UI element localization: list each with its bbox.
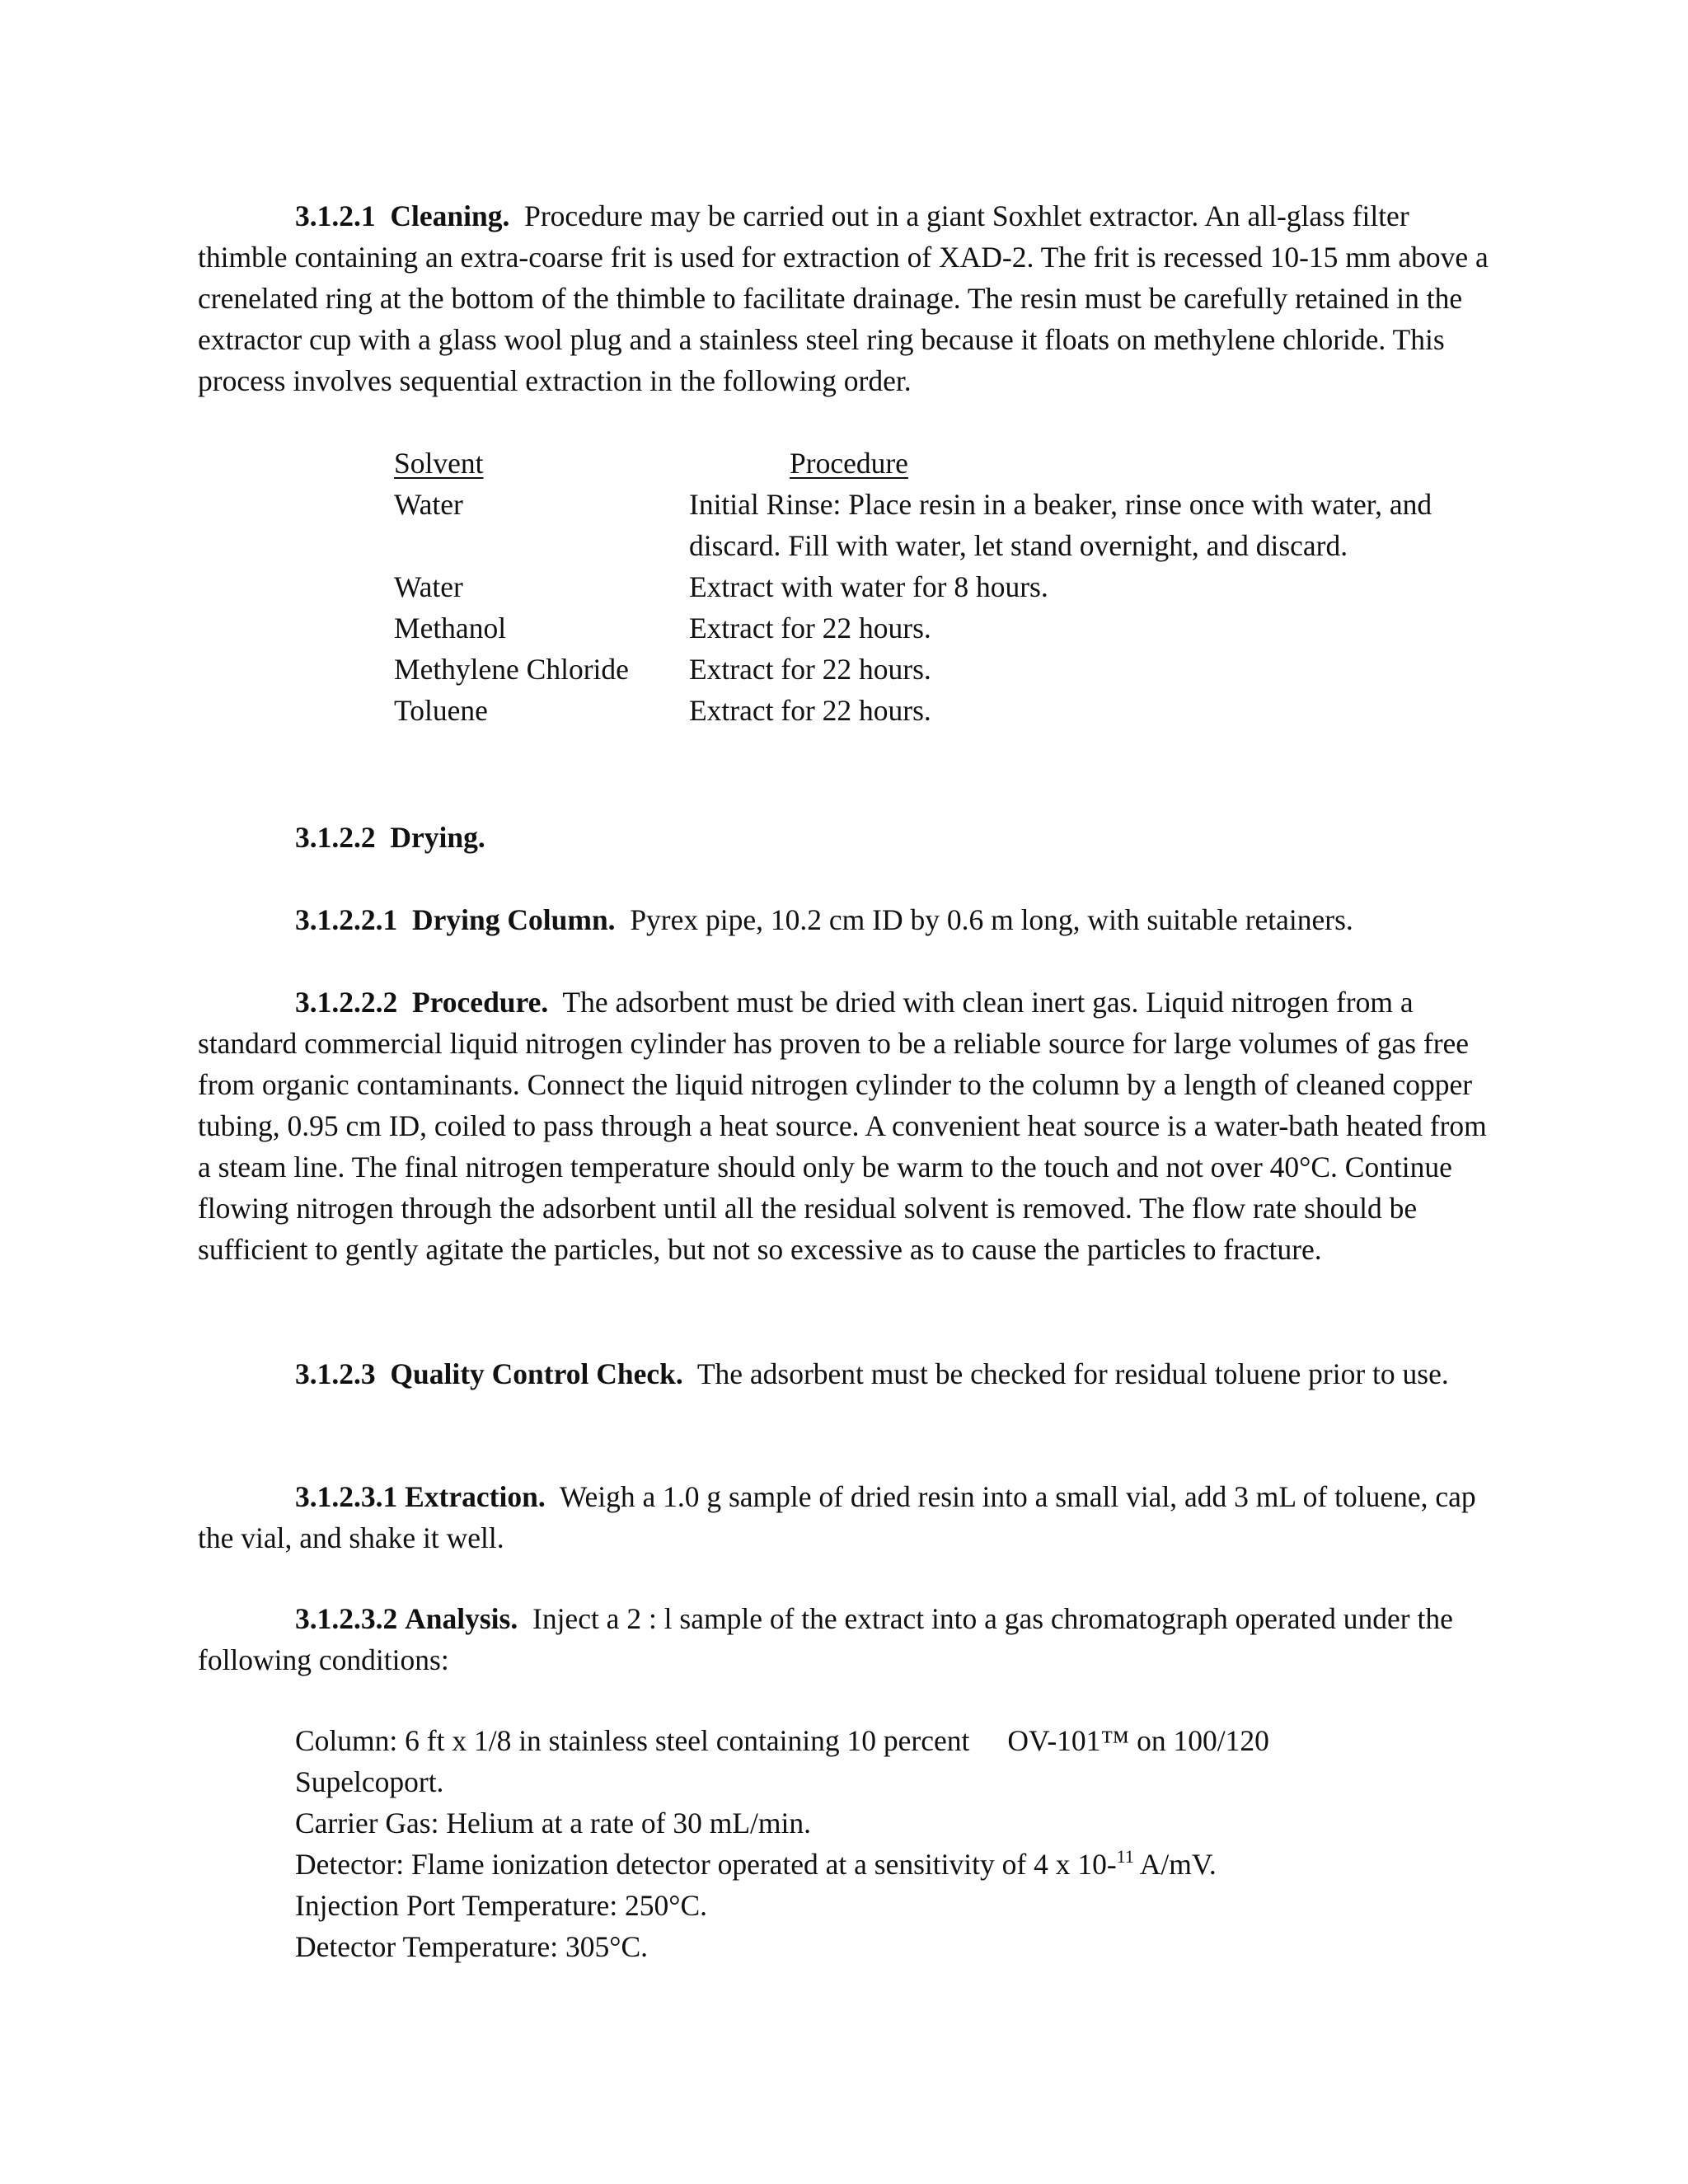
table-row [394,649,1515,690]
section-title: Drying Column. [412,903,616,936]
section-title: Drying. [390,821,485,854]
section-number: 3.1.2.2 [295,821,376,854]
procedure-column-header: Procedure [790,447,908,480]
solvent-procedure-table [394,443,1515,731]
section-number: 3.1.2.3.1 [295,1480,398,1513]
procedure-cell: Extract for 22 hours. [689,694,931,727]
section-title: Quality Control Check. [390,1357,683,1390]
solvent-cell: Water [394,570,463,603]
procedure-cell: Initial Rinse: Place resin in a beaker, rinse once with water, and discard. Fill with water, let stand overnight, and discard. [689,488,1432,562]
table-header-row [394,443,1515,484]
section-text: The adsorbent must be checked for residual toluene prior to use. [696,1357,1449,1390]
table-row [394,566,1515,607]
column-condition [295,1720,1490,1761]
section-title: Cleaning. [390,199,510,232]
detector-condition [295,1844,1490,1885]
solvent-cell: Toluene [394,694,488,727]
procedure-cell: Extract for 22 hours. [689,653,931,686]
detector-condition-text: Detector: Flame ionization detector operated at a sensitivity of 4 x 10- [295,1848,1117,1881]
section-text: Pyrex pipe, 10.2 cm ID by 0.6 m long, with suitable retainers. [630,903,1353,936]
section-3-1-2-1-paragraph [198,195,1492,401]
section-3-1-2-2-1-paragraph [295,899,1353,940]
section-text: Inject a 2 : l sample of the extract into a gas chromatograph operated under the following conditions: [198,1602,1453,1676]
section-3-1-2-2-heading [295,817,485,858]
section-title: Procedure. [412,986,549,1019]
section-number: 3.1.2.2.2 [295,986,398,1019]
column-condition-phase: OV-101™ on 100/120 [1007,1724,1269,1757]
table-row [394,690,1515,731]
solvent-cell: Methylene Chloride [394,653,629,686]
section-text: The adsorbent must be dried with clean inert gas. Liquid nitrogen from a standard commercial liquid nitrogen cylinder has proven to be a reliable source for large volumes of gas free from organic contaminants. Connect the liquid nitrogen cylinder to the column by a length of cleaned copper tubing, 0.95 cm ID, coiled to pass through a heat source. A convenient heat source is a water-bath heated from a steam line. The final nitrogen temperature should only be warm to the touch and not over 40°C. Continue flowing nitrogen through the adsorbent until all the residual solvent is removed. The flow rate should be sufficient to gently agitate the particles, but not so excessive as to cause the particles to fracture. [198,986,1487,1266]
table-row [394,484,1515,566]
column-condition-continued: Supelcoport. [295,1765,444,1798]
carrier-gas-condition: Carrier Gas: Helium at a rate of 30 mL/min. [295,1807,811,1840]
section-number: 3.1.2.1 [295,199,376,232]
solvent-cell: Methanol [394,612,507,644]
section-number: 3.1.2.2.1 [295,903,398,936]
section-title: Extraction. [405,1480,546,1513]
detector-exponent: 11 [1116,1846,1134,1867]
procedure-cell: Extract for 22 hours. [689,612,931,644]
section-3-1-2-3-1-paragraph [198,1476,1492,1558]
gc-conditions-list [295,1720,1490,1967]
section-number: 3.1.2.3.2 [295,1602,398,1635]
injection-port-condition: Injection Port Temperature: 250°C. [295,1889,708,1922]
procedure-cell: Extract with water for 8 hours. [689,570,1048,603]
section-3-1-2-3-paragraph [198,1353,1492,1394]
column-condition-text: Column: 6 ft x 1/8 in stainless steel containing 10 percent [295,1724,970,1757]
table-row [394,607,1515,649]
detector-unit: A/mV. [1133,1848,1217,1881]
section-text: Weigh a 1.0 g sample of dried resin into a small vial, add 3 mL of toluene, cap the vial, and shake it well. [198,1480,1476,1554]
section-title: Analysis. [405,1602,518,1635]
section-text: Procedure may be carried out in a giant Soxhlet extractor. An all-glass filter thimble containing an extra-coarse frit is used for extraction of XAD-2. The frit is recessed 10-15 mm above a crenelated ring at the bottom of the thimble to facilitate drainage. The resin must be carefully retained in the extractor cup with a glass wool plug and a stainless steel ring because it floats on methylene chloride. This process involves sequential extraction in the following order. [198,199,1489,397]
solvent-column-header: Solvent [394,447,484,480]
section-3-1-2-2-2-paragraph [198,982,1492,1270]
section-number: 3.1.2.3 [295,1357,376,1390]
solvent-cell: Water [394,488,463,521]
detector-temperature-condition: Detector Temperature: 305°C. [295,1930,649,1963]
section-3-1-2-3-2-paragraph [198,1598,1492,1680]
